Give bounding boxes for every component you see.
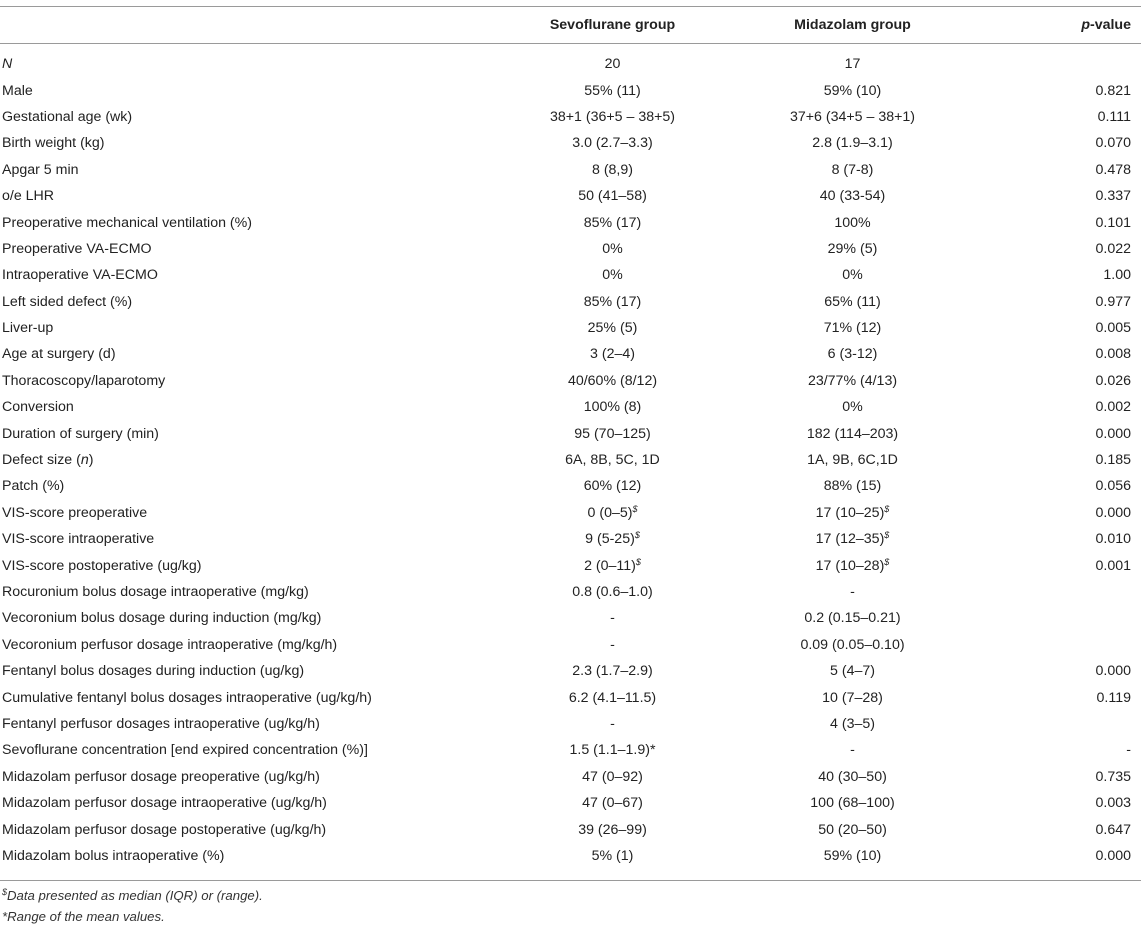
midazolam-value	[735, 341, 1015, 367]
midazolam-value-text: 100 (68–100)	[810, 795, 895, 812]
midazolam-value-text: 100%	[834, 214, 871, 231]
row-label	[0, 579, 470, 605]
midazolam-value	[735, 790, 1015, 816]
row-label-text: Defect size (	[2, 452, 81, 469]
p-value: 0.003	[1095, 795, 1131, 812]
sevoflurane-value-text: 0%	[602, 240, 623, 257]
midazolam-value-text: 4 (3–5)	[830, 715, 875, 732]
header-sevoflurane: Sevoflurane group	[549, 17, 676, 33]
p-value: 0.977	[1095, 293, 1131, 310]
row-label-text: Rocuronium bolus dosage intraoperative (mg/kg)	[2, 584, 309, 600]
midazolam-value-text: 0.09 (0.05–0.10)	[800, 636, 905, 653]
footnote-2-text: *Range of the mean values.	[2, 909, 165, 924]
bottom-rule	[0, 880, 1141, 881]
row-label	[0, 236, 470, 262]
p-value: 0.000	[1095, 663, 1131, 680]
p-value	[1015, 43, 1141, 77]
midazolam-value-text: 40 (30–50)	[818, 768, 887, 785]
footnote-2	[2, 909, 165, 924]
midazolam-value-text: 37+6 (34+5 – 38+1)	[789, 108, 916, 125]
sevoflurane-value	[470, 43, 735, 77]
sevoflurane-value-text: 3.0 (2.7–3.3)	[572, 135, 653, 152]
sevoflurane-value-text: 85% (17)	[583, 214, 642, 231]
row-label-tail: )	[88, 452, 94, 469]
midazolam-value	[735, 843, 1015, 869]
sevoflurane-value	[470, 341, 735, 367]
row-label	[0, 209, 470, 235]
p-value: 0.337	[1095, 188, 1131, 205]
row-label-text: N	[2, 56, 13, 73]
row-label	[0, 315, 470, 341]
row-label-text: Sevoflurane concentration [end expired concentration (%)]	[2, 742, 368, 759]
p-value	[1015, 632, 1141, 658]
sevoflurane-value	[470, 368, 735, 394]
midazolam-value	[735, 368, 1015, 394]
row-label	[0, 526, 470, 552]
midazolam-value	[735, 579, 1015, 605]
header-row	[0, 7, 1141, 43]
sevoflurane-value-text: 0%	[602, 267, 623, 284]
row-label	[0, 368, 470, 394]
midazolam-value-text: 40 (33-54)	[819, 188, 886, 205]
midazolam-value	[735, 315, 1015, 341]
p-value: 0.647	[1095, 821, 1131, 838]
table-row	[0, 262, 1141, 288]
row-label	[0, 658, 470, 684]
sevoflurane-value	[470, 77, 735, 103]
sevoflurane-value-text: -	[610, 636, 615, 653]
midazolam-value-text: -	[850, 584, 855, 600]
p-value: 0.022	[1095, 240, 1131, 257]
sevoflurane-value-text: 20	[604, 56, 621, 73]
row-label	[0, 552, 470, 578]
midazolam-value	[735, 77, 1015, 103]
midazolam-value	[735, 130, 1015, 156]
footnote-marker: $	[884, 503, 890, 514]
table-row	[0, 368, 1141, 394]
row-label	[0, 473, 470, 499]
midazolam-value	[735, 658, 1015, 684]
row-label-text: VIS-score intraoperative	[2, 531, 155, 548]
sevoflurane-value-text: -	[610, 610, 615, 627]
sevoflurane-value-text: 47 (0–92)	[582, 768, 643, 785]
p-value: 0.821	[1095, 82, 1131, 99]
sevoflurane-value	[470, 394, 735, 420]
row-label-text: Birth weight (kg)	[2, 135, 105, 152]
sevoflurane-value	[470, 605, 735, 631]
sevoflurane-value	[470, 473, 735, 499]
p-value	[1015, 605, 1141, 631]
midazolam-value-text: 17 (12–35)	[815, 531, 885, 548]
header-midazolam: Midazolam group	[794, 17, 911, 33]
midazolam-value	[735, 632, 1015, 658]
midazolam-value-text: -	[850, 742, 855, 759]
sevoflurane-value-text: 9 (5-25)	[585, 531, 635, 548]
midazolam-value	[735, 183, 1015, 209]
row-label	[0, 394, 470, 420]
p-value: 0.111	[1097, 108, 1131, 125]
row-label-text: Midazolam perfusor dosage preoperative (ug/kg/h)	[2, 768, 320, 785]
table-row	[0, 843, 1141, 869]
p-value: 0.119	[1096, 689, 1131, 706]
row-label	[0, 157, 470, 183]
row-label-text: Thoracoscopy/laparotomy	[2, 372, 166, 389]
row-label-text: Cumulative fentanyl bolus dosages intraoperative (ug/kg/h)	[2, 689, 372, 706]
sevoflurane-value-text: 25% (5)	[587, 320, 638, 337]
sevoflurane-value-text: 8 (8,9)	[591, 161, 633, 178]
sevoflurane-value-text: 50 (41–58)	[578, 188, 647, 205]
table-row	[0, 473, 1141, 499]
row-label	[0, 711, 470, 737]
sevoflurane-value	[470, 764, 735, 790]
table-row	[0, 632, 1141, 658]
row-label-text: Conversion	[2, 399, 74, 416]
row-label-text: Male	[2, 82, 33, 99]
midazolam-value-text: 29% (5)	[827, 240, 878, 257]
midazolam-value	[735, 447, 1015, 473]
table-row	[0, 420, 1141, 446]
midazolam-value	[735, 816, 1015, 842]
footnote-1-mark: $	[2, 887, 8, 897]
table-row	[0, 394, 1141, 420]
row-label	[0, 737, 470, 763]
p-value: 0.735	[1095, 768, 1131, 785]
midazolam-value	[735, 43, 1015, 77]
sevoflurane-value	[470, 104, 735, 130]
midazolam-value	[735, 289, 1015, 315]
midazolam-value	[735, 737, 1015, 763]
sevoflurane-value	[470, 526, 735, 552]
sevoflurane-value-text: -	[610, 715, 615, 732]
midazolam-value-text: 88% (15)	[823, 478, 882, 495]
sevoflurane-value-text: 0.8 (0.6–1.0)	[572, 584, 653, 600]
row-label-text: Gestational age (wk)	[2, 108, 133, 125]
row-label-text: Preoperative VA-ECMO	[2, 240, 152, 257]
sevoflurane-value-text: 38+1 (36+5 – 38+5)	[549, 108, 676, 125]
table-row	[0, 183, 1141, 209]
midazolam-value-text: 50 (20–50)	[818, 821, 887, 838]
row-label-text: Liver-up	[2, 320, 54, 337]
footnote-marker: $	[634, 530, 640, 541]
row-label-text: Midazolam perfusor dosage intraoperative (ug/kg/h)	[2, 795, 327, 812]
midazolam-value	[735, 711, 1015, 737]
sevoflurane-value	[470, 711, 735, 737]
table-row	[0, 43, 1141, 77]
midazolam-value	[735, 420, 1015, 446]
table-row	[0, 816, 1141, 842]
midazolam-value-text: 2.8 (1.9–3.1)	[812, 135, 893, 152]
row-label	[0, 816, 470, 842]
table-row	[0, 552, 1141, 578]
row-label-text: Duration of surgery (min)	[2, 425, 159, 442]
p-value: -	[1126, 742, 1131, 759]
sevoflurane-value-text: 3 (2–4)	[590, 346, 635, 363]
sevoflurane-value	[470, 130, 735, 156]
table-row	[0, 658, 1141, 684]
table-row	[0, 500, 1141, 526]
midazolam-value	[735, 104, 1015, 130]
midazolam-value-text: 71% (12)	[823, 320, 882, 337]
midazolam-value-text: 17 (10–28)	[815, 557, 885, 574]
midazolam-value-text: 59% (10)	[823, 847, 882, 864]
table-row	[0, 605, 1141, 631]
p-value: 0.000	[1095, 847, 1131, 864]
midazolam-value-text: 0%	[842, 399, 863, 416]
sevoflurane-value	[470, 209, 735, 235]
table-row	[0, 104, 1141, 130]
footnote-1	[2, 888, 263, 903]
table-row	[0, 711, 1141, 737]
midazolam-value-text: 0.2 (0.15–0.21)	[804, 610, 901, 627]
sevoflurane-value	[470, 579, 735, 605]
sevoflurane-value	[470, 552, 735, 578]
table-row	[0, 737, 1141, 763]
sevoflurane-value	[470, 289, 735, 315]
sevoflurane-value	[470, 447, 735, 473]
row-label	[0, 843, 470, 869]
midazolam-value	[735, 500, 1015, 526]
table-row	[0, 447, 1141, 473]
header-label-cell	[0, 7, 470, 43]
sevoflurane-value	[470, 843, 735, 869]
table-row	[0, 579, 1141, 605]
p-value: 0.056	[1095, 478, 1131, 495]
sevoflurane-value-text: 39 (26–99)	[578, 821, 647, 838]
row-label	[0, 500, 470, 526]
row-label-text: Patch (%)	[2, 478, 65, 495]
p-value: 0.478	[1095, 161, 1131, 178]
row-label-text: Fentanyl perfusor dosages intraoperative (ug/kg/h)	[2, 715, 320, 732]
sevoflurane-value	[470, 684, 735, 710]
row-label-text: Vecoronium bolus dosage during induction (mg/kg)	[2, 610, 322, 627]
p-value: 0.001	[1095, 557, 1131, 574]
table-row	[0, 209, 1141, 235]
table-row	[0, 315, 1141, 341]
row-label	[0, 605, 470, 631]
sevoflurane-value	[470, 315, 735, 341]
midazolam-value-text: 6 (3-12)	[827, 346, 878, 363]
row-label-text: VIS-score postoperative (ug/kg)	[2, 557, 202, 574]
midazolam-value-text: 1A, 9B, 6C,1D	[807, 452, 898, 469]
midazolam-value	[735, 526, 1015, 552]
p-value: 0.070	[1095, 135, 1131, 152]
p-value: 0.010	[1095, 531, 1131, 548]
sevoflurane-value	[470, 816, 735, 842]
sevoflurane-value	[470, 790, 735, 816]
table-row	[0, 157, 1141, 183]
row-label	[0, 289, 470, 315]
sevoflurane-value-text: 5% (1)	[591, 847, 634, 864]
row-label	[0, 183, 470, 209]
midazolam-value-text: 10 (7–28)	[822, 689, 883, 706]
p-value	[1015, 711, 1141, 737]
p-value: 0.008	[1095, 346, 1131, 363]
midazolam-value	[735, 209, 1015, 235]
sevoflurane-value	[470, 183, 735, 209]
midazolam-value	[735, 157, 1015, 183]
row-label-text: Left sided defect (%)	[2, 293, 133, 310]
table-row	[0, 77, 1141, 103]
row-label-text: Fentanyl bolus dosages during induction (ug/kg)	[2, 663, 305, 680]
header-p-value	[1015, 7, 1141, 43]
sevoflurane-value-text: 6A, 8B, 5C, 1D	[565, 452, 660, 469]
midazolam-value-text: 8 (7-8)	[831, 161, 874, 178]
row-label	[0, 790, 470, 816]
midazolam-value-text: 65% (11)	[824, 293, 881, 310]
header-p-rest: -value	[1089, 17, 1131, 33]
row-label-italic: n	[80, 452, 89, 469]
sevoflurane-value	[470, 658, 735, 684]
midazolam-value	[735, 764, 1015, 790]
midazolam-value	[735, 605, 1015, 631]
midazolam-value	[735, 473, 1015, 499]
table-row	[0, 236, 1141, 262]
midazolam-value	[735, 236, 1015, 262]
sevoflurane-value-text: 95 (70–125)	[574, 425, 651, 442]
sevoflurane-value-text: 60% (12)	[583, 478, 642, 495]
p-value: 0.000	[1095, 425, 1131, 442]
sevoflurane-value-text: 55% (11)	[584, 82, 641, 99]
sevoflurane-value	[470, 157, 735, 183]
row-label-text: Apgar 5 min	[2, 161, 79, 178]
p-value	[1015, 579, 1141, 605]
table-row	[0, 341, 1141, 367]
row-label-text: VIS-score preoperative	[2, 504, 148, 521]
sevoflurane-value-text: 40/60% (8/12)	[567, 372, 658, 389]
p-value: 0.002	[1095, 399, 1131, 416]
row-label	[0, 130, 470, 156]
sevoflurane-value-text: 47 (0–67)	[582, 795, 643, 812]
sevoflurane-value	[470, 737, 735, 763]
midazolam-value-text: 17	[844, 56, 861, 73]
row-label	[0, 104, 470, 130]
p-value: 0.185	[1095, 452, 1131, 469]
row-label-text: Age at surgery (d)	[2, 346, 116, 363]
p-value: 0.000	[1095, 504, 1131, 521]
row-label-text: o/e LHR	[2, 188, 55, 205]
sevoflurane-value	[470, 420, 735, 446]
row-label-text: Preoperative mechanical ventilation (%)	[2, 214, 252, 231]
table-row	[0, 684, 1141, 710]
sevoflurane-value	[470, 500, 735, 526]
midazolam-value-text: 17 (10–25)	[815, 504, 885, 521]
midazolam-value-text: 5 (4–7)	[830, 663, 875, 680]
p-value: 0.026	[1095, 372, 1131, 389]
row-label	[0, 262, 470, 288]
footnote-marker: $	[632, 503, 638, 514]
midazolam-value	[735, 394, 1015, 420]
row-label	[0, 77, 470, 103]
row-label	[0, 764, 470, 790]
row-label-text: Intraoperative VA-ECMO	[2, 267, 158, 284]
row-label	[0, 632, 470, 658]
header-p-italic: p	[1081, 17, 1090, 33]
sevoflurane-value	[470, 632, 735, 658]
data-table	[0, 7, 1141, 869]
row-label	[0, 684, 470, 710]
footnote-marker: $	[635, 556, 641, 567]
midazolam-value	[735, 262, 1015, 288]
sevoflurane-value-text: 2 (0–11)	[584, 557, 636, 574]
table-row	[0, 526, 1141, 552]
sevoflurane-value	[470, 236, 735, 262]
sevoflurane-value-text: 1.5 (1.1–1.9)*	[569, 742, 656, 759]
footnote-marker: $	[884, 530, 890, 541]
sevoflurane-value	[470, 262, 735, 288]
sevoflurane-value-text: 85% (17)	[583, 293, 642, 310]
row-label	[0, 420, 470, 446]
p-value: 0.005	[1095, 320, 1131, 337]
footnote-1-text: Data presented as median (IQR) or (range).	[7, 888, 263, 903]
footnote-marker: $	[884, 556, 890, 567]
p-value: 0.101	[1095, 214, 1131, 231]
midazolam-value-text: 23/77% (4/13)	[807, 372, 898, 389]
table-row	[0, 764, 1141, 790]
sevoflurane-value-text: 6.2 (4.1–11.5)	[568, 689, 657, 706]
sevoflurane-value-text: 2.3 (1.7–2.9)	[572, 663, 653, 680]
row-label	[0, 447, 470, 473]
midazolam-value	[735, 552, 1015, 578]
table-row	[0, 790, 1141, 816]
midazolam-value-text: 182 (114–203)	[806, 425, 899, 442]
table-row	[0, 289, 1141, 315]
row-label-text: Midazolam bolus intraoperative (%)	[2, 847, 225, 864]
row-label-text: Midazolam perfusor dosage postoperative (ug/kg/h)	[2, 821, 327, 838]
table-body	[0, 43, 1141, 869]
row-label	[0, 43, 470, 77]
table-row	[0, 130, 1141, 156]
row-label-text: Vecoronium perfusor dosage intraoperative (mg/kg/h)	[2, 636, 338, 653]
midazolam-value-text: 0%	[842, 267, 863, 284]
p-value: 1.00	[1103, 267, 1131, 284]
midazolam-value	[735, 684, 1015, 710]
row-label	[0, 341, 470, 367]
midazolam-value-text: 59% (10)	[823, 82, 882, 99]
sevoflurane-value-text: 100% (8)	[583, 399, 642, 416]
sevoflurane-value-text: 0 (0–5)	[587, 504, 633, 521]
